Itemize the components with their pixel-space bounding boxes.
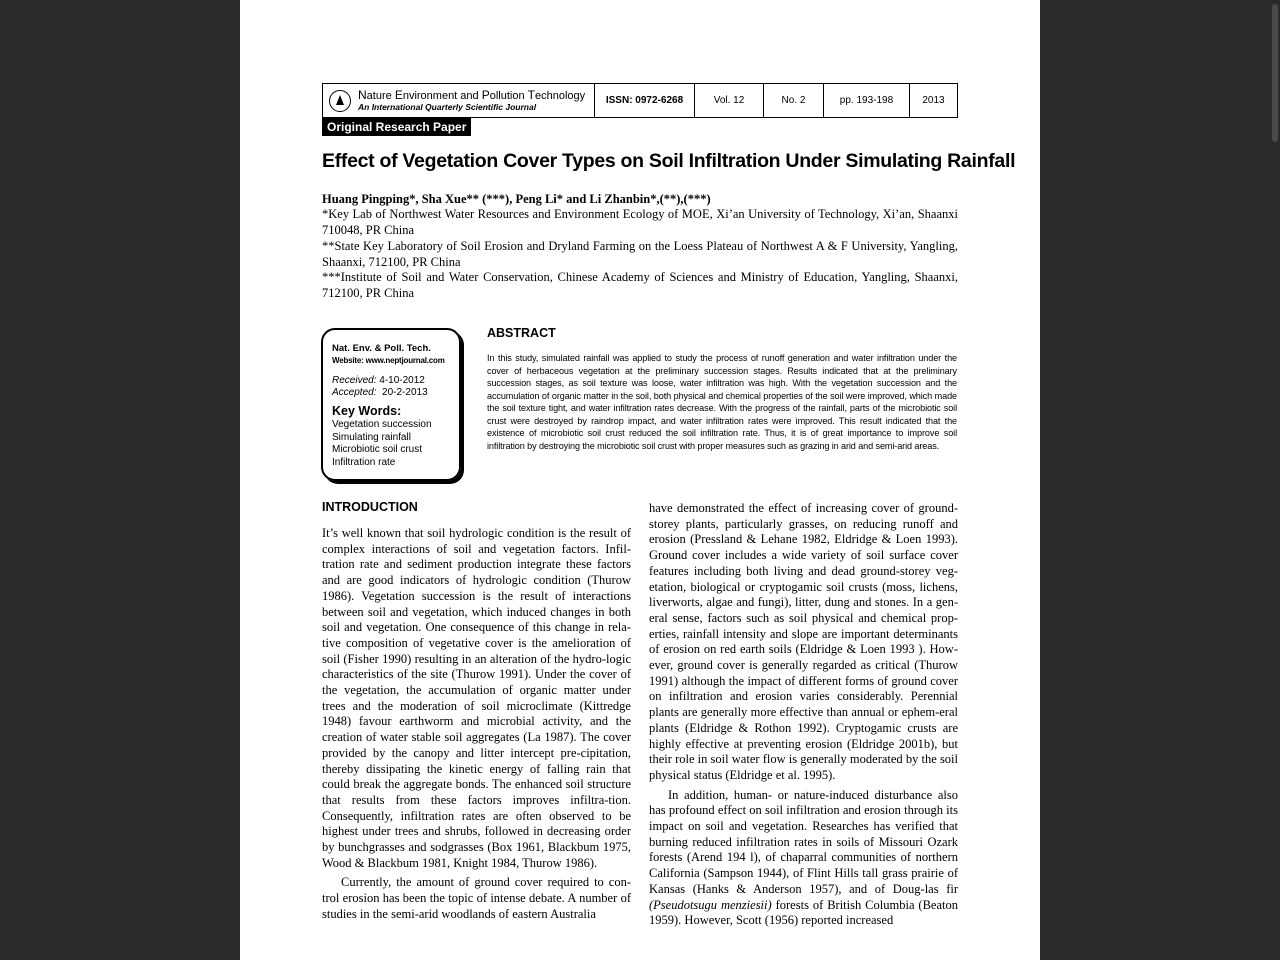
journal-subtitle: An International Quarterly Scientific Journal — [358, 101, 537, 112]
affiliation-2: **State Key Laboratory of Soil Erosion and Dryland Farming on the Loess Plateau of Northwest A & F University, Yangling, Shaanxi, 712100, PR China — [322, 239, 958, 269]
journal-header-table — [322, 83, 958, 118]
affiliation-3: ***Institute of Soil and Water Conservation, Chinese Academy of Sciences and Ministry of Education, Yangling, Shaanxi, 712100, PR China — [322, 270, 958, 300]
body-column-left — [322, 526, 631, 923]
abstract-text: In this study, simulated rainfall was applied to study the process of runoff generation and water infiltration under the cover of herbaceous vegetation at the preliminary succession stages. Results indicated that at the preliminary succession stages, as soil texture was loose, water infiltration was high. With the vegetation succession and the accumulation of organic matter in the soil, both physical and chemical properties of the soil were improved, which made the soil texture tight, and water infiltration rates decrease. With the progress of the rainfall, parts of the microbiotic soil crust were destroyed by raindrop impact, and water infiltration rates were improved. This result indicated that the existence of microbiotic soil crust reduced the soil infiltration rate. Thus, it is of great importance to improve soil infiltration by destroying the microbiotic soil crust with proper measures such as grazing in arid and semi-arid areas. — [487, 353, 957, 451]
keyword-item: Infiltration rate — [332, 456, 396, 468]
journal-name: Nature Environment and Pollution Technology — [358, 87, 586, 102]
article-info-box — [321, 328, 461, 481]
body-column-right — [649, 501, 958, 929]
journal-website: Website: www.neptjournal.com — [332, 356, 445, 365]
scrollbar-thumb[interactable] — [1272, 4, 1278, 142]
species-name: (Pseudotsugu menziesii) — [649, 897, 772, 912]
paragraph: Currently, the amount of ground cover required to con-trol erosion has been the topic of intense debate. A number of studies in the semi-arid woodlands of eastern Australia — [322, 875, 631, 921]
keyword-item: Simulating rainfall — [332, 431, 411, 443]
abstract-heading: ABSTRACT — [487, 326, 556, 340]
number-cell: No. 2 — [764, 84, 824, 117]
received-date: Received: 4-10-2012 — [332, 375, 425, 386]
paragraph: have demonstrated the effect of increasing cover of ground-storey plants, particularly grasses, on reducing runoff and erosion (Pressland & Lehane 1982, Eldridge & Loen 1993). Ground cover includes a wide variety of soil surface cover features including both living and dead ground-storey veg-etation, biological or cryptogamic soil crusts (moss, lichens, liverworts, algae and fungi), litter, dung and stones. In a gen-eral sense, factors such as soil physical and chemical prop-erties, rainfall intensity and slope are important determinants of erosion on red earth soils (Eldridge & Loen 1993 ). How-ever, ground cover is generally regarded as critical (Thurow 1991) although the impact of different forms of ground cover on infiltration and erosion varies considerably. Perennial plants are generally more effective than annual or ephem-eral plants (Eldridge & Rothon 1992). Cryptogamic crusts are highly effective at preventing erosion (Eldridge 2001b), but their role in soil water flow is generally moderated by the soil physical status (Eldridge et al. 1995). — [649, 501, 958, 782]
year-cell: 2013 — [922, 95, 945, 106]
keywords-heading: Key Words: — [332, 404, 402, 418]
vertical-scrollbar[interactable] — [1270, 0, 1280, 960]
journal-logo-cell — [323, 84, 595, 117]
author-list: Huang Pingping*, Sha Xue** (***), Peng Li* and Li Zhanbin*,(**),(***) — [322, 192, 711, 206]
journal-abbrev: Nat. Env. & Poll. Tech. — [332, 343, 431, 354]
keyword-item: Vegetation succession — [332, 419, 432, 430]
paragraph: In addition, human- or nature-induced disturbance also has profound effect on soil infiltration and erosion through its impact on soil and vegetation. Researches has verified that burning reduced infiltration rates in soils of Missouri Ozark forests (Arend 194 l), of chaparral communities of northern California (Sampson 1944), of Flint Hills tall grass prairie of Kansas (Hanks & Anderson 1957), and of Doug-las fir (Pseudotsugu menziesii) forests of British Columbia (Beaton 1959). However, Scott (1956) reported increased — [649, 787, 958, 928]
volume-cell: Vol. 12 — [695, 84, 764, 117]
accepted-date: Accepted: 20-2-2013 — [332, 387, 428, 398]
pages-cell: pp. 193-198 — [824, 84, 910, 117]
affiliation-1: *Key Lab of Northwest Water Resources and Environment Ecology of MOE, Xi’an University of Technology, Xi’an, Shaanxi 710048, PR China — [322, 207, 958, 237]
introduction-heading: INTRODUCTION — [322, 500, 418, 514]
issn-cell: ISSN: 0972-6268 — [595, 84, 695, 117]
paper-type-label: Original Research Paper — [322, 118, 471, 136]
paragraph: It’s well known that soil hydrologic condition is the result of complex interactions of soil and vegetation factors. Infil-tration rate and sediment production integrate these factors and are good indicators of hydrologic condition (Thurow 1986). Vegetation succession is the result of interactions between soil and vegetation, which induced changes in both soil and vegetation. One consequence of this change in rela-tive composition of vegetative cover is the amelioration of soil (Fisher 1990) resulting in an alteration of the hydro-logic characteristics of the site (Thurow 1991). Under the cover of the vegetation, the accumulation of organic matter under trees and the moderation of soil microclimate (Kittredge 1948) favour earthworm and microbial activity, and the creation of water stable soil aggregates (La 1987). The cover provided by the canopy and litter intercept pre-cipitation, thereby dissipating the kinetic energy of falling rain that could break the aggregate bonds. The enhanced soil structure that results from these factors improves infiltra-tion. Consequently, infiltration rates are often observed to be highest under trees and shrubs, followed in decreasing order by bunchgrasses and sodgrasses (Box 1961, Blackbum 1975, Wood & Blackbum 1981, Knight 1984, Thurow 1986). — [322, 526, 631, 870]
pdf-page — [240, 0, 1040, 960]
paper-title: Effect of Vegetation Cover Types on Soil Infiltration Under Simulating Rainfall — [322, 150, 1016, 172]
keyword-item: Microbiotic soil crust — [332, 444, 423, 455]
journal-logo-icon — [329, 90, 351, 112]
